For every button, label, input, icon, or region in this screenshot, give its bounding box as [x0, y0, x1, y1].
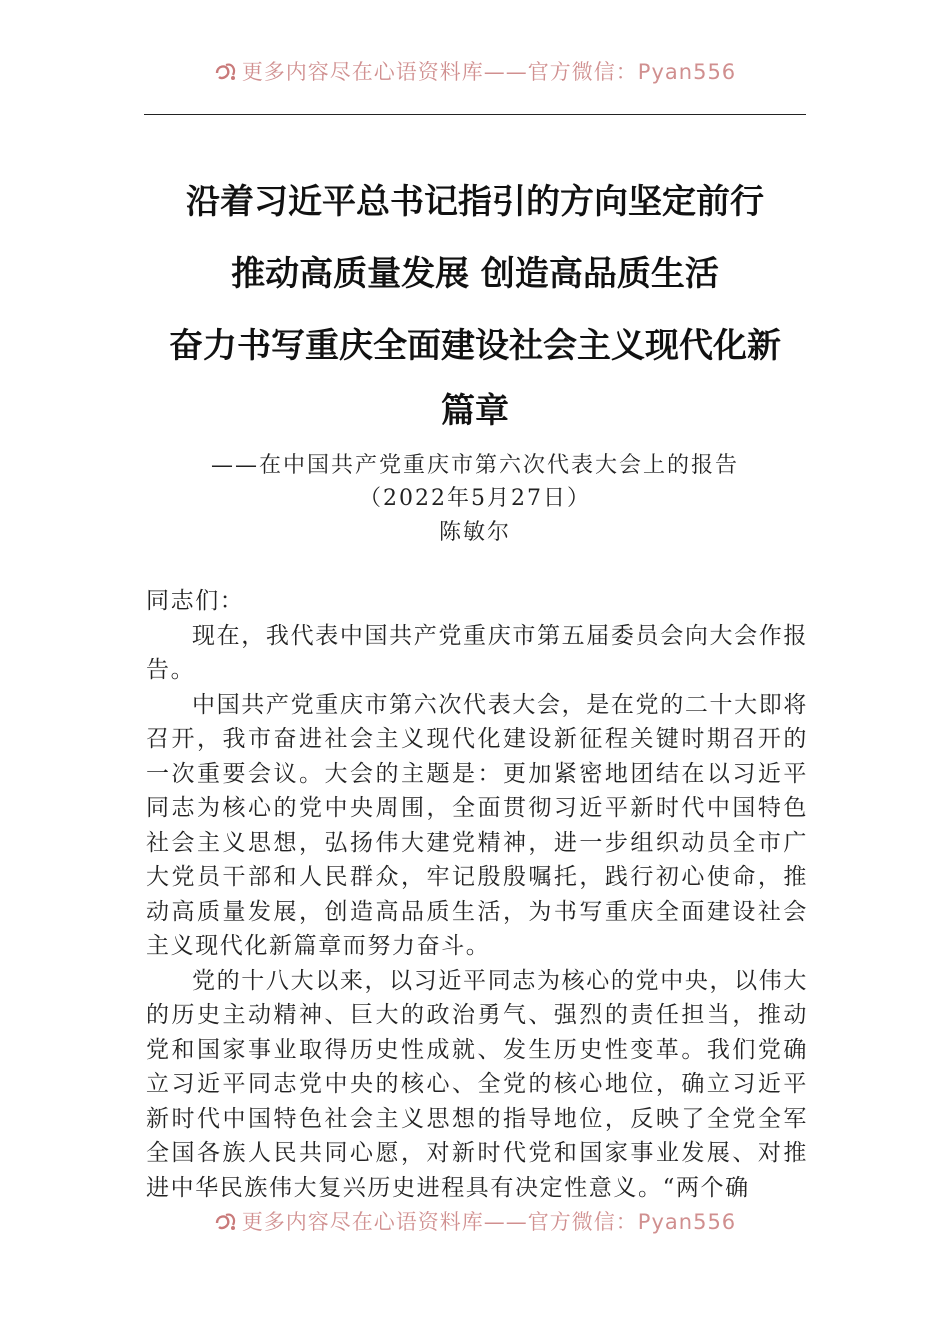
watermark-text: 更多内容尽在心语资料库——官方微信：Pyan556 [241, 60, 737, 84]
paragraph: 中国共产党重庆市第六次代表大会，是在党的二十大即将召开，我市奋进社会主义现代化建设新征程关键时期召开的一次重要会议。大会的主题是：更加紧密地团结在以习近平同志为核心的党中央周围，全面贯彻习近平新时代中国特色社会主义思想，弘扬伟大建党精神，进一步组织动员全市广大党员干部和人民群众，牢记殷殷嘱托，践行初心使命，推动高质量发展，创造高品质生活，为书写重庆全面建设社会主义现代化新篇章而努力奋斗。 [146, 691, 808, 959]
brand-logo-icon [214, 1211, 238, 1233]
title-line-3: 奋力书写重庆全面建设社会主义现代化新 [169, 326, 781, 366]
salutation: 同志们： [146, 588, 245, 614]
watermark-top [0, 56, 950, 86]
title-line-1: 沿着习近平总书记指引的方向坚定前行 [186, 182, 764, 222]
author: 陈敏尔 [438, 520, 511, 545]
report-body [146, 584, 808, 1205]
paragraph: 党的十八大以来，以习近平同志为核心的党中央，以伟大的历史主动精神、巨大的政治勇气、强烈的责任担当，推动党和国家事业取得历史性成就、发生历史性变革。我们党确立习近平同志党中央的核心、全党的核心地位，确立习近平新时代中国特色社会主义思想的指导地位，反映了全党全军全国各族人民共同心愿，对新时代党和国家事业发展、对推进中华民族伟大复兴历史进程具有决定性意义。“两个确 [146, 967, 808, 1201]
subtitle: ——在中国共产党重庆市第六次代表大会上的报告 [210, 453, 739, 478]
title-line-4: 篇章 [441, 391, 509, 431]
watermark-text: 更多内容尽在心语资料库——官方微信：Pyan556 [241, 1210, 737, 1234]
paragraph: 现在，我代表中国共产党重庆市第五届委员会向大会作报告。 [146, 622, 808, 683]
header-rule [144, 114, 806, 115]
brand-logo-icon [214, 61, 238, 83]
watermark-bottom [0, 1206, 950, 1236]
date: （2022年5月27日） [359, 486, 591, 511]
title-line-2: 推动高质量发展 创造高品质生活 [231, 254, 719, 294]
